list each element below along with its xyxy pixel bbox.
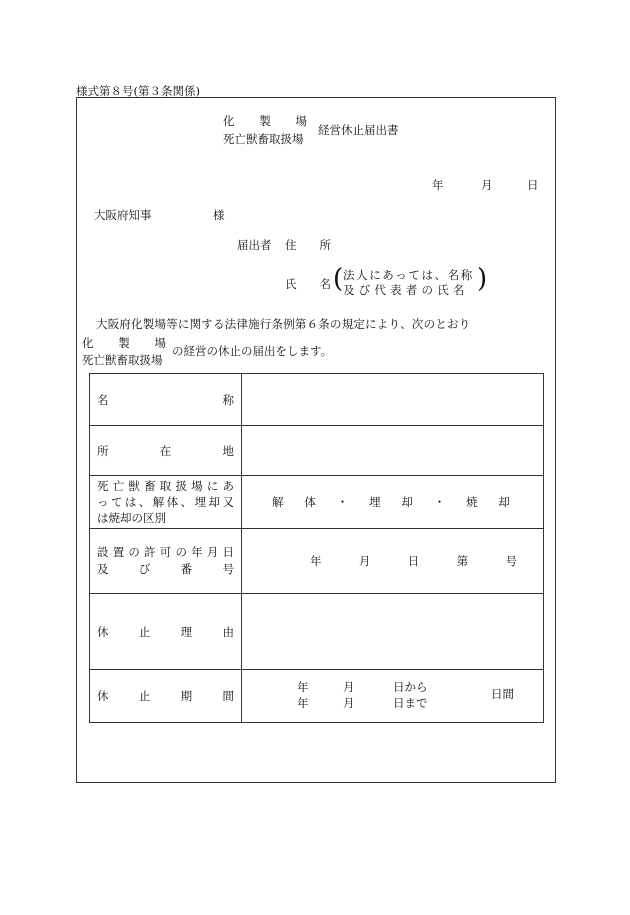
type-label-char: に: [206, 479, 219, 493]
notifier-note-line1: 法人にあっては、名称: [343, 268, 474, 282]
location-label-cell: [90, 426, 242, 476]
reason-label-char: 休: [97, 624, 109, 639]
type-label-char: 、: [138, 495, 151, 509]
type-label-char: 扱: [175, 479, 187, 493]
permit-label-char: 日: [222, 545, 234, 559]
location-label-char: 地: [222, 443, 234, 458]
reason-label-char: 止: [138, 624, 151, 639]
statement-facility-char: 製: [118, 336, 130, 350]
period-from-suffix: 日から: [393, 680, 428, 694]
statement-facility-char: 化: [82, 336, 94, 350]
period-to-suffix: 日まで: [393, 696, 428, 710]
location-label-char: 所: [97, 443, 109, 458]
name-label-char: 称: [222, 392, 234, 407]
header-facility-bottom: 死亡獣畜取扱場: [223, 132, 304, 146]
date-year: 年: [432, 178, 444, 192]
option-char[interactable]: 解: [272, 495, 284, 509]
permit-label-char: の: [175, 545, 187, 559]
statement-line2-rest: の経営の休止の届出をします。: [172, 344, 333, 358]
permit-value-cell[interactable]: [242, 529, 544, 594]
type-label-char: あ: [222, 479, 234, 493]
option-char[interactable]: 却: [498, 495, 510, 509]
reason-label-char: 理: [180, 624, 193, 639]
header-facility-top: [223, 113, 307, 129]
type-label-char: 場: [191, 479, 203, 493]
type-label-char: 亡: [112, 479, 125, 493]
permit-label-char: 可: [159, 545, 172, 559]
table-row: [90, 529, 544, 594]
table-row: [90, 670, 544, 723]
type-label-char: 畜: [144, 479, 156, 493]
type-label-char: 又: [222, 495, 234, 509]
header-facility-char: 化: [223, 114, 235, 128]
permit-label-cell: [90, 529, 242, 594]
period-label-char: 期: [180, 689, 193, 703]
option-char[interactable]: 体: [304, 495, 316, 509]
option-separator: ・: [433, 495, 446, 509]
permit-label-char: 置: [112, 545, 125, 559]
period-label-char: 間: [222, 689, 234, 703]
notifier-name-char: 名: [319, 277, 331, 291]
type-label-char: 埋: [194, 495, 207, 509]
statement-facility-top: [82, 335, 166, 351]
type-options-cell: [242, 476, 544, 529]
type-label-char: 獣: [128, 479, 140, 493]
type-label-char: 却: [208, 495, 220, 509]
period-label-cell: [90, 670, 242, 723]
table-row: [90, 594, 544, 670]
notifier-address: [285, 237, 331, 253]
doc-title: 経営休止届出書: [318, 123, 399, 137]
notifier-name: [285, 276, 331, 292]
type-label-line3: は焼却の区別: [97, 511, 166, 525]
notifier-label: 届出者: [237, 238, 272, 252]
left-paren-icon: (: [333, 264, 344, 294]
date-day: 日: [527, 178, 539, 192]
type-label-char: 取: [159, 479, 172, 493]
permit-value-char: 第: [456, 554, 469, 568]
permit-label-char: 許: [144, 545, 156, 559]
permit-label-char: 号: [222, 562, 234, 576]
name-label-char: 名: [97, 392, 109, 407]
period-label-char: 休: [97, 689, 109, 703]
period-label-char: 止: [138, 689, 151, 703]
period-from-year: 年: [297, 680, 309, 694]
permit-label-char: 番: [180, 562, 193, 576]
date-month: 月: [481, 178, 493, 192]
type-label-char: 、: [180, 495, 193, 509]
name-label-cell: [90, 374, 242, 426]
option-char[interactable]: 埋: [369, 495, 381, 509]
option-separator: ・: [336, 495, 349, 509]
form-number: 様式第８号(第３条関係): [76, 84, 200, 98]
permit-label-char: 月: [206, 545, 219, 559]
notifier-address-char: 住: [285, 238, 297, 252]
reason-label-cell: [90, 594, 242, 670]
addressee-name: 大阪府知事: [94, 208, 152, 222]
permit-value-char: 日: [407, 554, 420, 568]
header-facility-char: 製: [259, 114, 271, 128]
period-value-cell[interactable]: [242, 670, 544, 723]
table-row: [90, 476, 544, 529]
period-from-month: 月: [343, 680, 355, 694]
addressee-honorific: 様: [213, 208, 225, 222]
notification-table: [89, 373, 544, 723]
right-paren-icon: ): [477, 264, 488, 294]
permit-value-char: 月: [358, 554, 371, 568]
notifier-name-char: 氏: [285, 277, 297, 291]
type-label-char: 体: [166, 495, 179, 509]
option-char[interactable]: 却: [401, 495, 413, 509]
table-row: [90, 426, 544, 476]
statement-facility-char: 場: [154, 336, 166, 350]
table-row: [90, 374, 544, 426]
permit-label-char: 設: [97, 545, 109, 559]
permit-label-char: の: [128, 545, 140, 559]
type-label-char: 死: [97, 479, 109, 493]
type-label-char: 解: [152, 495, 165, 509]
permit-label-char: び: [138, 562, 151, 576]
disposal-options: [242, 494, 543, 510]
permit-label-char: 年: [191, 545, 203, 559]
period-to-year: 年: [297, 696, 309, 710]
statement-facility-bottom: 死亡獣畜取扱場: [82, 353, 163, 367]
period-to-month: 月: [343, 696, 355, 710]
location-label-char: 在: [159, 443, 172, 458]
notifier-note-line2: 及び代表者の氏名: [343, 283, 469, 297]
permit-label-char: 及: [97, 562, 109, 576]
type-label-char: て: [110, 495, 123, 509]
location-value-cell[interactable]: [242, 426, 544, 476]
notifier-address-char: 所: [319, 238, 331, 252]
header-facility-char: 場: [295, 114, 307, 128]
type-label-cell: [90, 476, 242, 529]
period-days: 日間: [491, 687, 514, 701]
option-char[interactable]: 焼: [466, 495, 478, 509]
reason-value-cell[interactable]: [242, 594, 544, 670]
permit-value-char: 号: [505, 554, 517, 568]
notifier-note: [333, 266, 489, 296]
permit-value-char: 年: [310, 554, 322, 568]
name-value-cell[interactable]: [242, 374, 544, 426]
statement-line1: 大阪府化製場等に関する法律施行条例第６条の規定により、次のとおり: [96, 317, 471, 331]
type-label-char: っ: [97, 495, 109, 509]
type-label-char: は: [124, 495, 137, 509]
permit-value: [242, 553, 543, 569]
reason-label-char: 由: [222, 624, 234, 639]
